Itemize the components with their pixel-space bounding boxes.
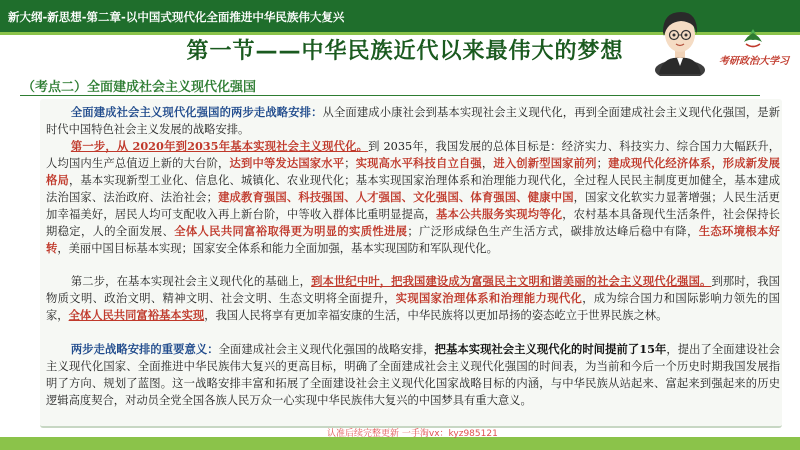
- overview-text: 从全面建成小康社会到基本实现社会主义现代化，再到全面建成社会主义现代化强国，是新时代中国特色社会主义发展的战略安排。: [46, 106, 780, 136]
- step-two-text: ，成为综合国力和国际影响力领先的国家，: [46, 292, 780, 322]
- significance-text: ，提出了全面建设社会主义现代化国家、全面推进中华民族伟大复兴的更高目标，明确了全面建成社会主义现代化强国的时间表，为当前和今后一个历史时期我国发展指明了方向、规划了蓝图。这一战略安排丰富和拓展了全面建设社会主义现代化国家战略目标的内涵，与中华民族从站起来、富起来到强起来的历史逻辑高度契合，对动员全党全国各族人民万众一心实现中华民族伟大复兴的中国梦具有重大意义。: [46, 343, 780, 407]
- section-subtitle: （考点二）全面建成社会主义现代化强国: [22, 80, 257, 95]
- significance-text: 全面建成社会主义现代化强国的战略安排，: [218, 343, 435, 356]
- significance-lead: 两步走战略安排的重要意义：: [70, 342, 219, 356]
- step-one-highlight: 全体人民共同富裕取得更为明显的实质性进展: [174, 224, 408, 238]
- step-one-text: ，基本实现新型工业化、信息化、城镇化、农业现代化；基本实现国家治理体系和治理能力现代化，全过程人民民主制度更加健全，基本建成法治国家、法治政府、法治社会；: [46, 174, 780, 204]
- watermark: 认准后续完整更新 一手淘vx：kyz985121: [327, 429, 498, 439]
- step-one-text: ，: [481, 157, 494, 170]
- overview-lead: 全面建成社会主义现代化强国的两步走战略安排：: [70, 105, 323, 119]
- brand-logo-icon: [741, 28, 765, 50]
- brand-name: 考研政治大学习: [719, 56, 789, 67]
- step-two-highlight: 全体人民共同富裕基本实现: [68, 308, 205, 322]
- step-one-highlight: 进入创新型国家前列: [493, 156, 597, 170]
- paragraph-significance: [46, 341, 780, 409]
- step-one-text: ，国家文化软实力显著增强；人民生活更加幸福美好，居民人均可支配收入再上新台阶，中等收入群体比重明显提高，: [46, 191, 780, 221]
- step-two-text: 第二步，在基本实现社会主义现代化的基础上，: [70, 275, 312, 288]
- paragraph-step-two: [46, 273, 780, 324]
- step-one-text: ；广泛形成绿色生产生活方式，碳排放达峰后稳中有降，: [407, 225, 699, 238]
- step-two-text: ，我国人民将享有更加幸福安康的生活，中华民族将以更加昂扬的姿态屹立于世界民族之林。: [204, 309, 668, 322]
- step-one-highlight: 建成现代化经济体系，形成新发展格局: [46, 156, 780, 187]
- step-one-text: ；: [596, 157, 608, 170]
- breadcrumb: 新大纲-新思想-第二章-以中国式现代化全面推进中华民族伟大复兴: [8, 10, 345, 24]
- step-one-text: ，美丽中国目标基本实现；国家安全体系和能力全面加强，基本实现国防和军队现代化。: [57, 242, 498, 255]
- subtitle-divider: [20, 95, 760, 96]
- step-one-text: ；: [344, 157, 356, 170]
- page-title: 第一节——中华民族近代以来最伟大的梦想: [186, 39, 624, 64]
- step-one-highlight: 达到中等发达国家水平: [229, 156, 345, 170]
- paragraph-overview: [46, 104, 780, 138]
- brand-logo: [711, 28, 797, 74]
- paragraph-step-one: [46, 138, 780, 257]
- step-two-highlight: 到本世纪中叶，把我国建设成为富强民主文明和谐美丽的社会主义现代化强国。: [311, 274, 712, 288]
- step-one-lead: 第一步，从 2020年到2035年基本实现社会主义现代化。: [70, 139, 369, 153]
- step-one-highlight: 基本公共服务实现均等化: [436, 207, 563, 221]
- step-one-text: 到 2035年，我国发展的总体目标是：经济实力、科技实力、综合国力大幅跃升，人均国内生产总值迈上新的大台阶，: [46, 140, 780, 170]
- step-two-text: 到那时，我国物质文明、政治文明、精神文明、社会文明、生态文明将全面提升，: [46, 275, 780, 305]
- step-two-highlight: 实现国家治理体系和治理能力现代化: [395, 291, 583, 305]
- teacher-avatar-icon: [651, 4, 709, 76]
- step-one-highlight: 实现高水平科技自立自强: [355, 156, 482, 170]
- step-one-highlight: 生态环境根本好转: [46, 224, 780, 255]
- significance-highlight: 把基本实现社会主义现代化的时间提前了15年: [434, 342, 667, 356]
- step-one-text: ，农村基本具备现代生活条件，社会保持长期稳定，人的全面发展、: [46, 208, 780, 238]
- step-one-highlight: 建成教育强国、科技强国、人才强国、文化强国、体育强国、健康中国: [217, 190, 574, 204]
